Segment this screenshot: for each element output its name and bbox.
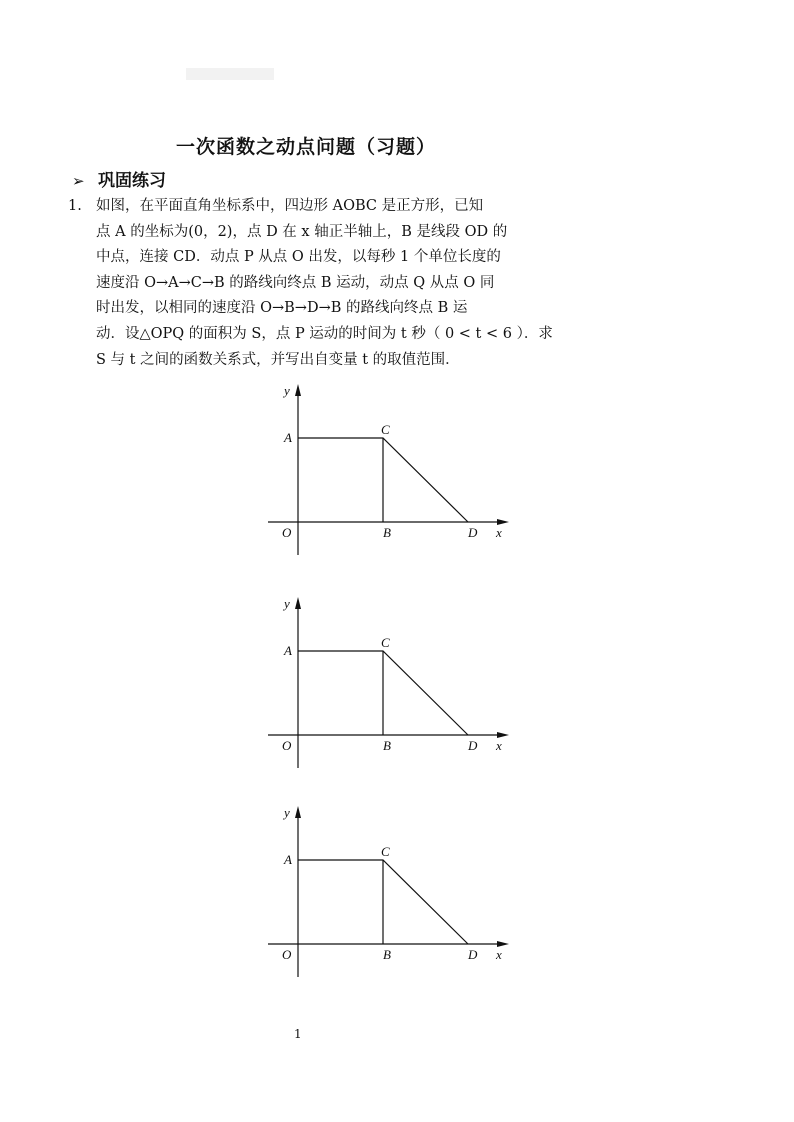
problem-line: S 与 t 之间的函数关系式，并写出自变量 t 的取值范围．	[96, 351, 460, 368]
label-D: D	[468, 738, 478, 753]
coordinate-figure-3	[260, 802, 520, 982]
section-heading	[72, 166, 166, 191]
label-y: y	[284, 805, 290, 820]
y-arrow-icon	[295, 384, 301, 396]
scan-smudge	[186, 68, 274, 80]
label-C: C	[381, 635, 390, 650]
coordinate-figure-1	[260, 380, 520, 560]
label-y: y	[284, 383, 290, 398]
problem-line: 动．设△OPQ 的面积为 S，点 P 运动的时间为 t 秒（ 0 < t < 6 ）．求	[96, 325, 553, 342]
section-label: 巩固练习	[98, 171, 166, 191]
label-x: x	[496, 525, 502, 540]
problem-line: 速度沿 O→A→C→B 的路线向终点 B 运动，动点 Q 从点 O 同	[96, 274, 495, 291]
label-C: C	[381, 422, 390, 437]
label-C: C	[381, 844, 390, 859]
page-number: 1	[294, 1027, 302, 1041]
label-x: x	[496, 738, 502, 753]
label-A: A	[284, 430, 292, 445]
label-A: A	[284, 643, 292, 658]
figure-svg	[260, 380, 520, 560]
label-D: D	[468, 525, 478, 540]
label-O: O	[282, 738, 292, 753]
problem-line: 中点，连接 CD．动点 P 从点 O 出发，以每秒 1 个单位长度的	[96, 249, 501, 266]
page-title: 一次函数之动点问题（习题）	[175, 136, 436, 158]
label-B: B	[383, 947, 391, 962]
arrow-bullet-icon: ➢	[72, 172, 85, 190]
problem-line: 如图，在平面直角坐标系中，四边形 AOBC 是正方形，已知	[96, 198, 484, 214]
problem-line: 点 A 的坐标为(0，2)，点 D 在 x 轴正半轴上，B 是线段 OD 的	[96, 223, 508, 240]
label-O: O	[282, 525, 292, 540]
problem-number: 1.	[68, 198, 82, 214]
label-A: A	[284, 852, 292, 867]
problem-line: 时出发，以相同的速度沿 O→B→D→B 的路线向终点 B 运	[96, 300, 468, 317]
y-arrow-icon	[295, 597, 301, 609]
figure-svg	[260, 802, 520, 982]
label-O: O	[282, 947, 292, 962]
label-x: x	[496, 947, 502, 962]
label-y: y	[284, 596, 290, 611]
figure-svg	[260, 593, 520, 773]
problem-1	[68, 194, 553, 373]
label-D: D	[468, 947, 478, 962]
label-B: B	[383, 525, 391, 540]
coordinate-figure-2	[260, 593, 520, 773]
y-arrow-icon	[295, 806, 301, 818]
label-B: B	[383, 738, 391, 753]
